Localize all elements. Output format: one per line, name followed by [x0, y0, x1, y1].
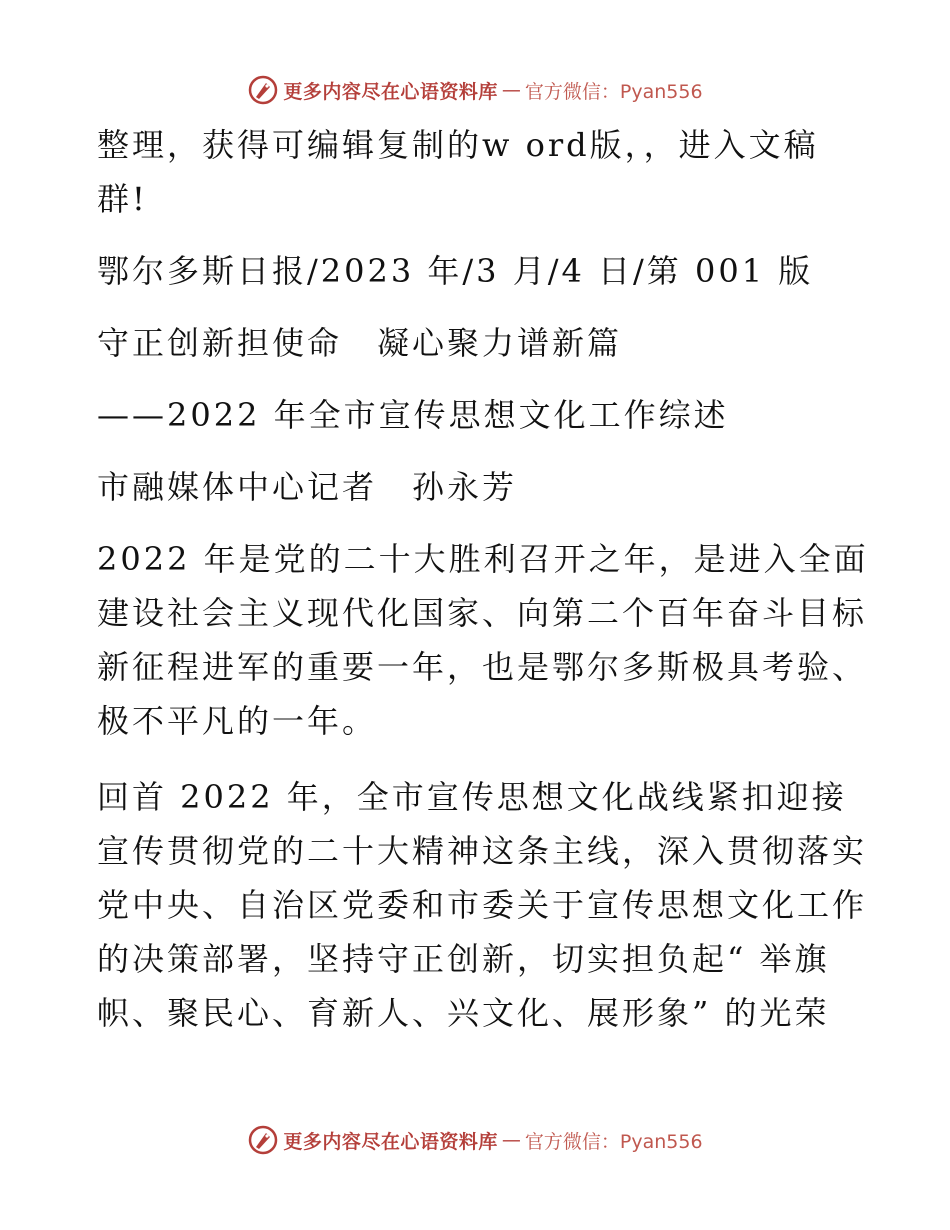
paragraph-line: 的决策部署，坚持守正创新，切实担负起“ 举旗 — [97, 940, 830, 978]
header-watermark — [0, 70, 950, 110]
intro-line: 整理，获得可编辑复制的w ord版，，进入文稿 — [97, 126, 819, 164]
article-subtitle: ——2022 年全市宣传思想文化工作综述 — [97, 396, 729, 434]
intro-line: 群! — [97, 180, 148, 218]
watermark-separator: — — [501, 1129, 521, 1151]
paragraph-line: 新征程进军的重要一年，也是鄂尔多斯极具考验、 — [97, 648, 868, 686]
paragraph-line: 2022 年是党的二十大胜利召开之年，是进入全面 — [97, 540, 869, 578]
source-line: 鄂尔多斯日报/2023 年/3 月/4 日/第 001 版 — [97, 252, 814, 290]
paragraph-line: 帜、聚民心、育新人、兴文化、展形象” 的光荣 — [97, 994, 830, 1032]
article-title: 守正创新担使命 凝心聚力谱新篇 — [97, 324, 623, 362]
watermark-contact: 官方微信：Pyan556 — [524, 1130, 703, 1153]
footer-watermark — [0, 1120, 950, 1160]
watermark-contact: 官方微信：Pyan556 — [524, 80, 703, 103]
byline: 市融媒体中心记者 孙永芳 — [97, 468, 518, 506]
watermark-brand: 更多内容尽在心语资料库 — [283, 80, 498, 103]
paragraph-line: 党中央、自治区党委和市委关于宣传思想文化工作 — [97, 886, 868, 924]
watermark-brand: 更多内容尽在心语资料库 — [283, 1130, 498, 1153]
paragraph-line: 宣传贯彻党的二十大精神这条主线，深入贯彻落实 — [97, 832, 868, 870]
document-body — [97, 118, 869, 1040]
paragraph-line: 极不平凡的一年。 — [97, 702, 378, 740]
pen-nib-circle-icon — [247, 1124, 279, 1156]
paragraph-line: 回首 2022 年，全市宣传思想文化战线紧扣迎接 — [97, 778, 847, 816]
watermark-separator: — — [501, 79, 521, 101]
pen-nib-circle-icon — [247, 74, 279, 106]
paragraph-line: 建设社会主义现代化国家、向第二个百年奋斗目标 — [97, 594, 868, 632]
